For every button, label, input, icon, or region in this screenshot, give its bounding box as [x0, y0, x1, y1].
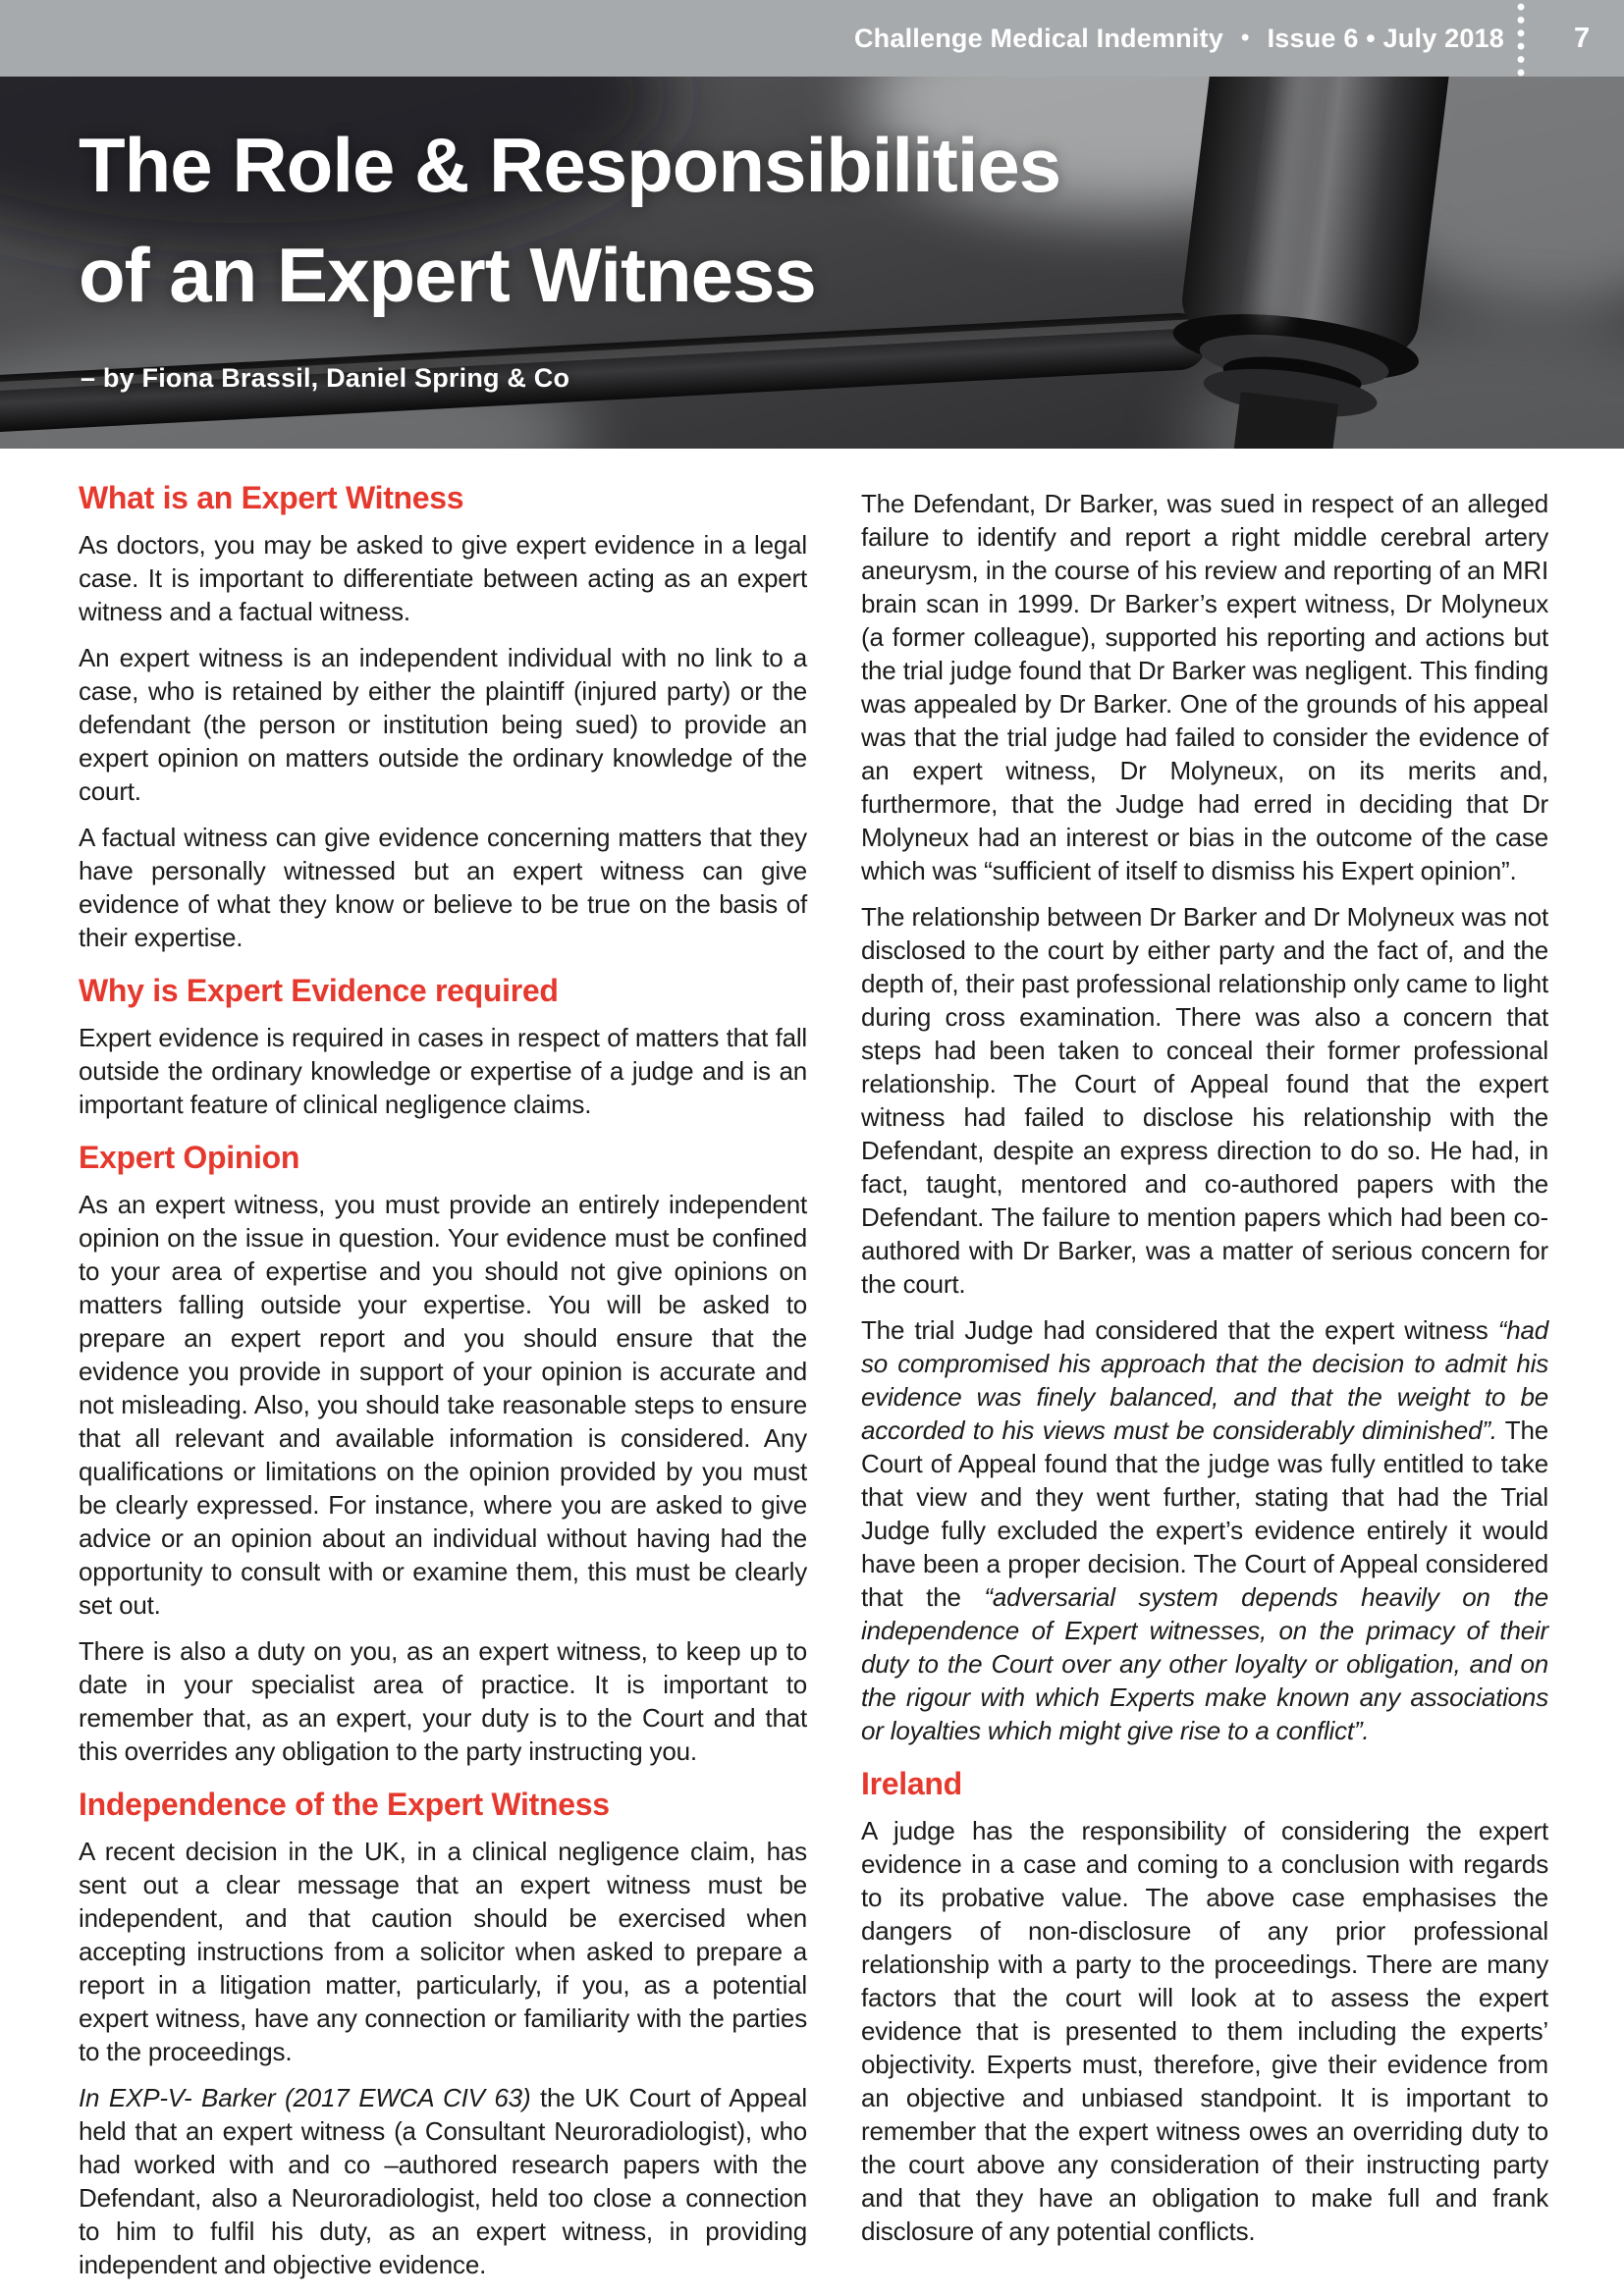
paragraph [79, 528, 807, 628]
issue-info: Issue 6 • July 2018 [1267, 23, 1504, 53]
text-run: There is also a duty on you, as an expert witness, to keep up to date in your specialist area of practice. It is important to remember that, as an expert, your duty is to the Court and that this overrides any obligation to the party instructing you. [79, 1636, 807, 1766]
text-run: Expert evidence is required in cases in respect of matters that fall outside the ordinary knowledge or expertise of a judge and is an important feature of clinical negligence claims. [79, 1023, 807, 1119]
text-run: A recent decision in the UK, in a clinical negligence claim, has sent out a clear message that an expert witness must be independent, and that caution should be exercised when accepting instructions from a solicitor when asked to prepare a report in a litigation matter, particularly, if you, as a potential expert witness, have any connection or familiarity with the parties to the proceedings. [79, 1837, 807, 2066]
paragraph [79, 1021, 807, 1121]
text-run: the UK Court of Appeal held that an expert witness (a Consultant Neuroradiologist), who had worked with and co –authored research papers with the Defendant, also a Neuroradiologist, held too close a connection to him to fulfil his duty, as an expert witness, in providing independent and objective evidence. [79, 2083, 807, 2279]
paragraph [861, 487, 1548, 887]
paragraph [79, 821, 807, 954]
section-heading: Independence of the Expert Witness [79, 1787, 610, 1822]
italic-text-run: In EXP-V- Barker (2017 EWCA CIV 63) [79, 2083, 531, 2112]
article-byline: – by Fiona Brassil, Daniel Spring & Co [81, 363, 570, 393]
text-run: The Court of Appeal found that the judge was fully entitled to take that view and they went further, stating that had the Trial Judge fully excluded the expert’s evidence entirely it would have been a proper decision. The Court of Appeal considered that the [861, 1415, 1548, 1612]
paragraph [79, 2081, 807, 2281]
publication-title: Challenge Medical Indemnity [853, 23, 1223, 53]
paragraph [79, 641, 807, 808]
italic-text-run: “had so compromised his approach that the decision to admit his evidence was finely balanced, and that the weight to be accorded to his views must be considerably diminished”. [861, 1315, 1548, 1445]
paragraph [79, 1188, 807, 1622]
page-header-bar [0, 0, 1624, 77]
page-number: 7 [1574, 22, 1591, 54]
paragraph [79, 1835, 807, 2068]
paragraph [79, 1634, 807, 1768]
text-run: A factual witness can give evidence concerning matters that they have personally witnessed but an expert witness can give evidence of what they know or believe to be true on the basis of their expertise. [79, 823, 807, 952]
header-bullet-icon: • [1240, 25, 1250, 51]
section-heading: What is an Expert Witness [79, 480, 464, 515]
left-column [79, 481, 807, 2294]
text-run: The relationship between Dr Barker and Dr Molyneux was not disclosed to the court by either party and the fact of, and the depth of, their past professional relationship only came to light during cross examination. There was also a concern that steps had been taken to conceal their former professional relationship. The Court of Appeal found that the expert witness had failed to disclose his relationship with the Defendant, despite an express direction to do so. He had, in fact, taught, mentored and co-authored papers with the Defendant. The failure to mention papers which had been co-authored with Dr Barker, was a matter of serious concern for the court. [861, 902, 1548, 1299]
article-title-line2: of an Expert Witness [79, 232, 816, 318]
text-run: An expert witness is an independent individual with no link to a case, who is retained by either the plaintiff (injured party) or the defendant (the person or institution being sued) to provide an expert opinion on matters outside the ordinary knowledge of the court. [79, 643, 807, 806]
paragraph [861, 900, 1548, 1301]
italic-text-run: “adversarial system depends heavily on the independence of Expert witnesses, on the primacy of their duty to the Court over any other loyalty or obligation, and on the rigour with which Experts make known any associations or loyalties which might give rise to a conflict”. [861, 1582, 1548, 1745]
right-column [861, 487, 1548, 2261]
text-run: The Defendant, Dr Barker, was sued in respect of an alleged failure to identify and report a right middle cerebral artery aneurysm, in the course of his review and reporting of an MRI brain scan in 1999. Dr Barker’s expert witness, Dr Molyneux (a former colleague), supported his reporting and actions but the trial judge found that Dr Barker was negligent. This finding was appealed by Dr Barker. One of the grounds of his appeal was that the trial judge had failed to consider the evidence of an expert witness, Dr Molyneux, on its merits and, furthermore, that the Judge had erred in deciding that Dr Molyneux had an interest or bias in the outcome of the case which was “sufficient of itself to dismiss his Expert opinion”. [861, 489, 1548, 885]
section-heading: Ireland [861, 1766, 962, 1801]
article-title-line1: The Role & Responsibilities [79, 122, 1061, 208]
section-heading: Why is Expert Evidence required [79, 973, 559, 1008]
paragraph [861, 1313, 1548, 1747]
article-title [79, 110, 1060, 330]
text-run: As an expert witness, you must provide an entirely independent opinion on the issue in question. Your evidence must be confined to your area of expertise and you should not give opinions on matters falling outside your expertise. You will be asked to prepare an expert report and you should ensure that the evidence you provide in support of your opinion is accurate and not misleading. Also, you should take reasonable steps to ensure that all relevant and available information is considered. Any qualifications or limitations on the opinion provided by you must be clearly expressed. For instance, where you are asked to give advice or an opinion about an individual without having had the opportunity to consult with or examine them, this must be clearly set out. [79, 1190, 807, 1620]
paragraph [861, 1814, 1548, 2248]
text-run: The trial Judge had considered that the expert witness [861, 1315, 1498, 1345]
hero-banner [0, 77, 1624, 449]
text-run: A judge has the responsibility of considering the expert evidence in a case and coming to a conclusion with regards to its probative value. The above case emphasises the dangers of non-disclosure of any prior professional relationship with a party to the proceedings. There are many factors that the court will look at to assess the expert evidence that is presented to them including the experts’ objectivity. Experts must, therefore, give their evidence from an objective and unbiased standpoint. It is important to remember that the expert witness owes an overriding duty to the court above any consideration of their instructing party and that they have an obligation to make full and frank disclosure of any potential conflicts. [861, 1816, 1548, 2246]
text-run: As doctors, you may be asked to give expert evidence in a legal case. It is important to differentiate between acting as an expert witness and a factual witness. [79, 530, 807, 626]
section-heading: Expert Opinion [79, 1140, 300, 1175]
